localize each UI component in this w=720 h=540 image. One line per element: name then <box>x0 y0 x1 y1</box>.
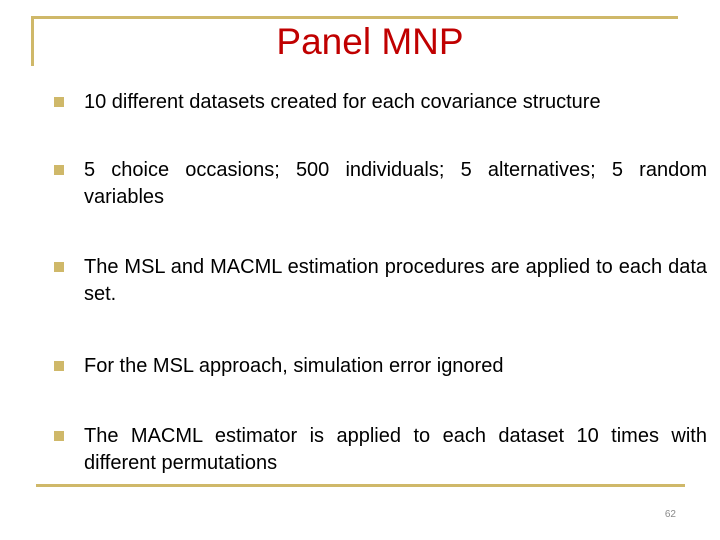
bottom-border-line <box>36 484 685 487</box>
bullet-text: The MSL and MACML estimation procedures are applied to each data set. <box>84 256 707 305</box>
square-bullet-icon <box>54 431 64 441</box>
top-border-line <box>31 16 678 19</box>
square-bullet-icon <box>54 262 64 272</box>
page-number: 62 <box>664 509 676 520</box>
bullet-text: The MACML estimator is applied to each dataset 10 times with different permutations <box>84 425 707 474</box>
square-bullet-icon <box>54 361 64 371</box>
bullet-text: 10 different datasets created for each covariance structure <box>84 91 601 113</box>
square-bullet-icon <box>54 165 64 175</box>
bullet-text: For the MSL approach, simulation error ignored <box>84 355 504 377</box>
bullet-text: 5 choice occasions; 500 individuals; 5 alternatives; 5 random variables <box>84 159 707 208</box>
square-bullet-icon <box>54 97 64 107</box>
slide-title: Panel MNP <box>276 21 464 62</box>
